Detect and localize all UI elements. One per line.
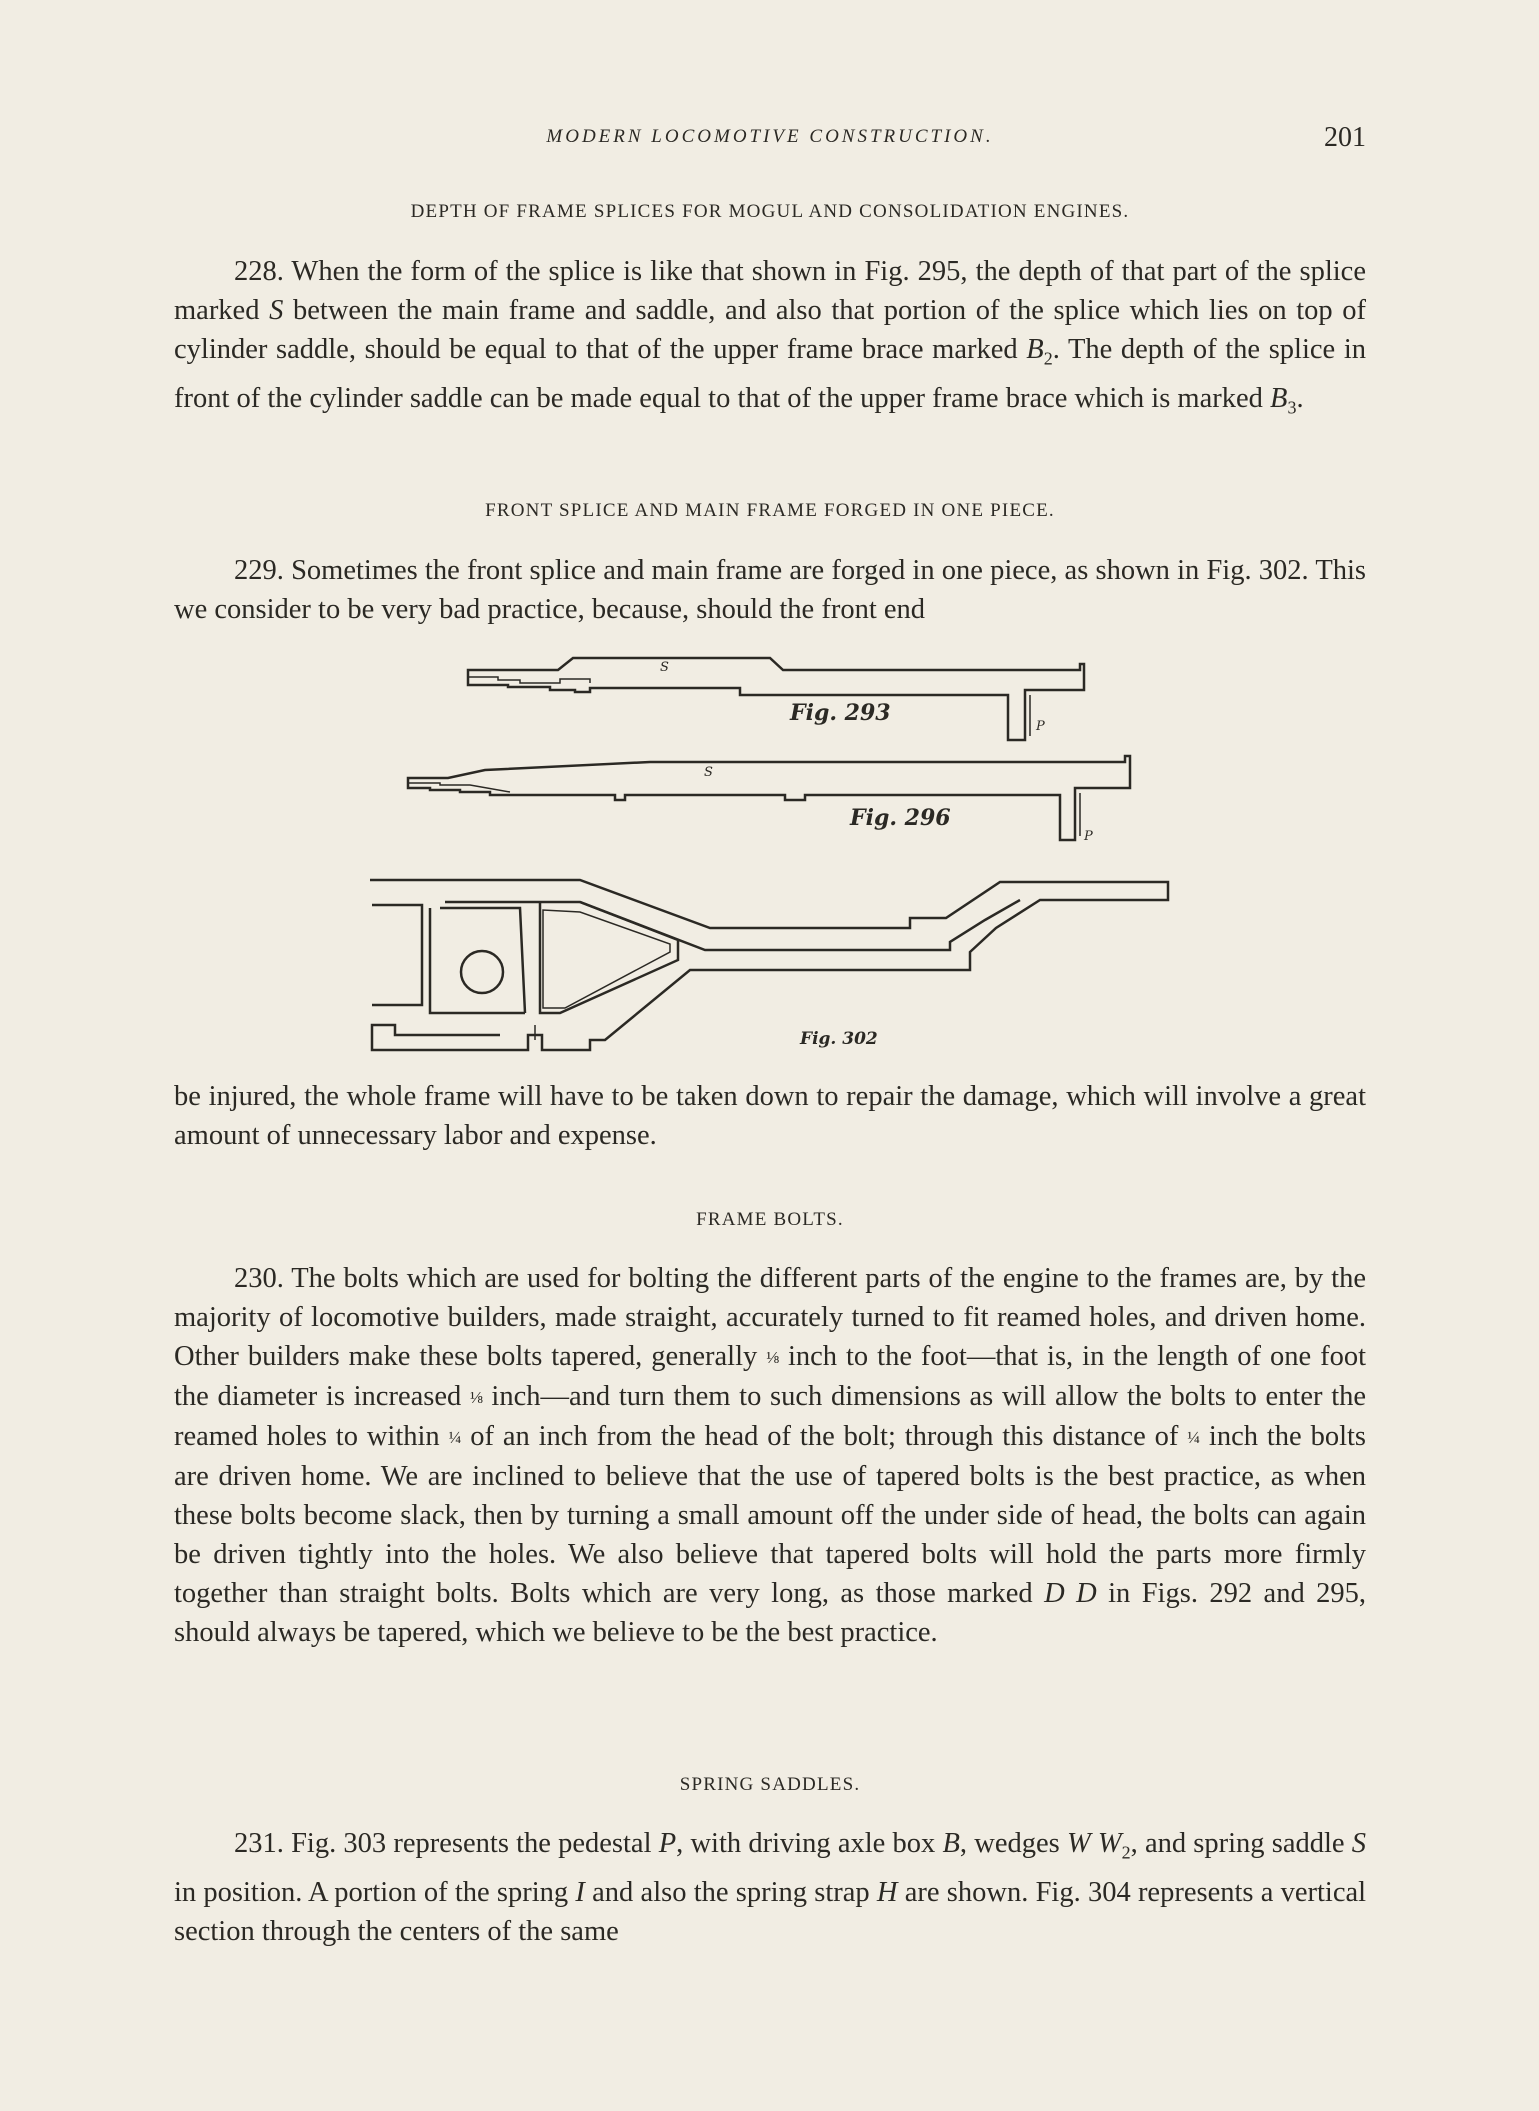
- frame-figures: [360, 650, 1180, 1070]
- para-text: inch—and turn them to such dimensions as will allow the bolts to enter the reamed holes to within: [174, 1381, 1367, 1452]
- paragraph-228: [174, 252, 1366, 427]
- fraction: ¼: [448, 1428, 462, 1447]
- para-text: are shown. Fig. 304 represents a vertical section through the centers of the same: [174, 1876, 1367, 1947]
- paragraph-230: [174, 1259, 1366, 1652]
- para-text: . The depth of the splice in front of the cylinder saddle can be made equal to that of the upper frame brace which is marked: [174, 334, 1367, 414]
- para-text: in position. A portion of the spring: [174, 1876, 569, 1908]
- para-text: , wedges: [959, 1828, 1060, 1859]
- para-text: Sometimes the front splice and main frame are forged in one piece, as shown in Fig. 302. This we consider to be very bad practice, because, should the front end: [174, 555, 1367, 625]
- fig-293-drawing: [468, 658, 1084, 740]
- para-text: between the main frame and saddle, and also that portion of the splice which lies on top of cylinder saddle, should be equal to that of the upper frame brace marked: [174, 295, 1367, 365]
- fig-293-caption: Fig. 293: [790, 700, 891, 726]
- italic-symbol: B: [942, 1828, 960, 1859]
- section-heading-front-splice: FRONT SPLICE AND MAIN FRAME FORGED IN ONE PIECE.: [485, 500, 1055, 521]
- section-heading-frame-splices: DEPTH OF FRAME SPLICES FOR MOGUL AND CONSOLIDATION ENGINES.: [410, 201, 1130, 222]
- para-text: Fig. 303 represents the pedestal: [291, 1828, 652, 1859]
- label-s-fig293: S: [660, 660, 669, 675]
- para-number: 231.: [234, 1828, 284, 1859]
- fraction: ¼: [1187, 1428, 1201, 1447]
- para-text: be injured, the whole frame will have to be taken down to repair the damage, which will involve a great amount of unnecessary labor and expense.: [174, 1081, 1366, 1151]
- running-head: [174, 122, 1366, 162]
- section-heading-frame-bolts: FRAME BOLTS.: [696, 1209, 844, 1230]
- label-p-fig293: P: [1036, 719, 1045, 734]
- para-number: 228.: [234, 256, 284, 287]
- fig-302-drawing: [370, 880, 1168, 1050]
- para-text: .: [1296, 382, 1304, 414]
- fraction: ⅛: [766, 1348, 779, 1367]
- running-title: MODERN LOCOMOTIVE CONSTRUCTION.: [546, 126, 994, 147]
- paragraph-229-part1: [174, 551, 1366, 629]
- italic-symbol: B: [1270, 382, 1288, 414]
- para-text: inch the bolts are driven home. We are inclined to believe that the use of tapered bolts is the best practice, as when these bolts become slack, then by turning a small amount off the under side of head, the bolts can again be driven tightly into the holes. We also believe that tapered bolts will hold the parts more firmly together than straight bolts. Bolts which are very long, as those marked: [174, 1421, 1366, 1609]
- para-number: 230.: [234, 1263, 284, 1294]
- frame-figures-svg: [360, 650, 1180, 1070]
- fig-296-drawing: [408, 756, 1130, 840]
- italic-symbol: D D: [1044, 1578, 1097, 1609]
- paragraph-231: [174, 1824, 1366, 1951]
- italic-symbol: B: [1026, 334, 1044, 365]
- italic-symbol: I: [575, 1876, 585, 1908]
- fraction: ⅛: [469, 1388, 483, 1407]
- italic-symbol: S: [269, 295, 284, 326]
- para-text: in Figs. 292 and 295, should always be tapered, which we believe to be the best practice.: [174, 1578, 1367, 1648]
- italic-symbol: S: [1351, 1828, 1367, 1859]
- subscript: 2: [1121, 1842, 1131, 1863]
- fig-302-caption: Fig. 302: [800, 1029, 878, 1049]
- label-p-fig296: P: [1084, 829, 1093, 844]
- para-text: , and spring saddle: [1130, 1828, 1345, 1859]
- paragraph-229-part2: [174, 1077, 1366, 1155]
- italic-symbol: H: [876, 1876, 898, 1908]
- para-text: inch to the foot—that is, in the length of one foot the diameter is increased: [174, 1341, 1367, 1412]
- para-text: , with driving axle box: [676, 1828, 936, 1859]
- subscript: 3: [1287, 397, 1297, 418]
- italic-symbol: W W: [1066, 1828, 1122, 1859]
- para-text: of an inch from the head of the bolt; through this distance of: [470, 1421, 1179, 1452]
- page-number: 201: [1324, 122, 1366, 153]
- para-text: and also the spring strap: [592, 1876, 870, 1908]
- subscript: 2: [1043, 348, 1053, 369]
- para-text: When the form of the splice is like that shown in Fig. 295, the depth of that part of the splice marked: [174, 256, 1366, 326]
- para-number: 229.: [234, 555, 284, 586]
- italic-symbol: P: [658, 1828, 677, 1859]
- para-text: The bolts which are used for bolting the different parts of the engine to the frames are, by the majority of locomotive builders, made straight, accurately turned to fit reamed holes, and driven home. Other builders make these bolts tapered, generally: [174, 1263, 1366, 1372]
- label-s-fig296: S: [704, 765, 713, 780]
- section-heading-spring-saddles: SPRING SADDLES.: [679, 1774, 861, 1795]
- fig-296-caption: Fig. 296: [850, 805, 951, 831]
